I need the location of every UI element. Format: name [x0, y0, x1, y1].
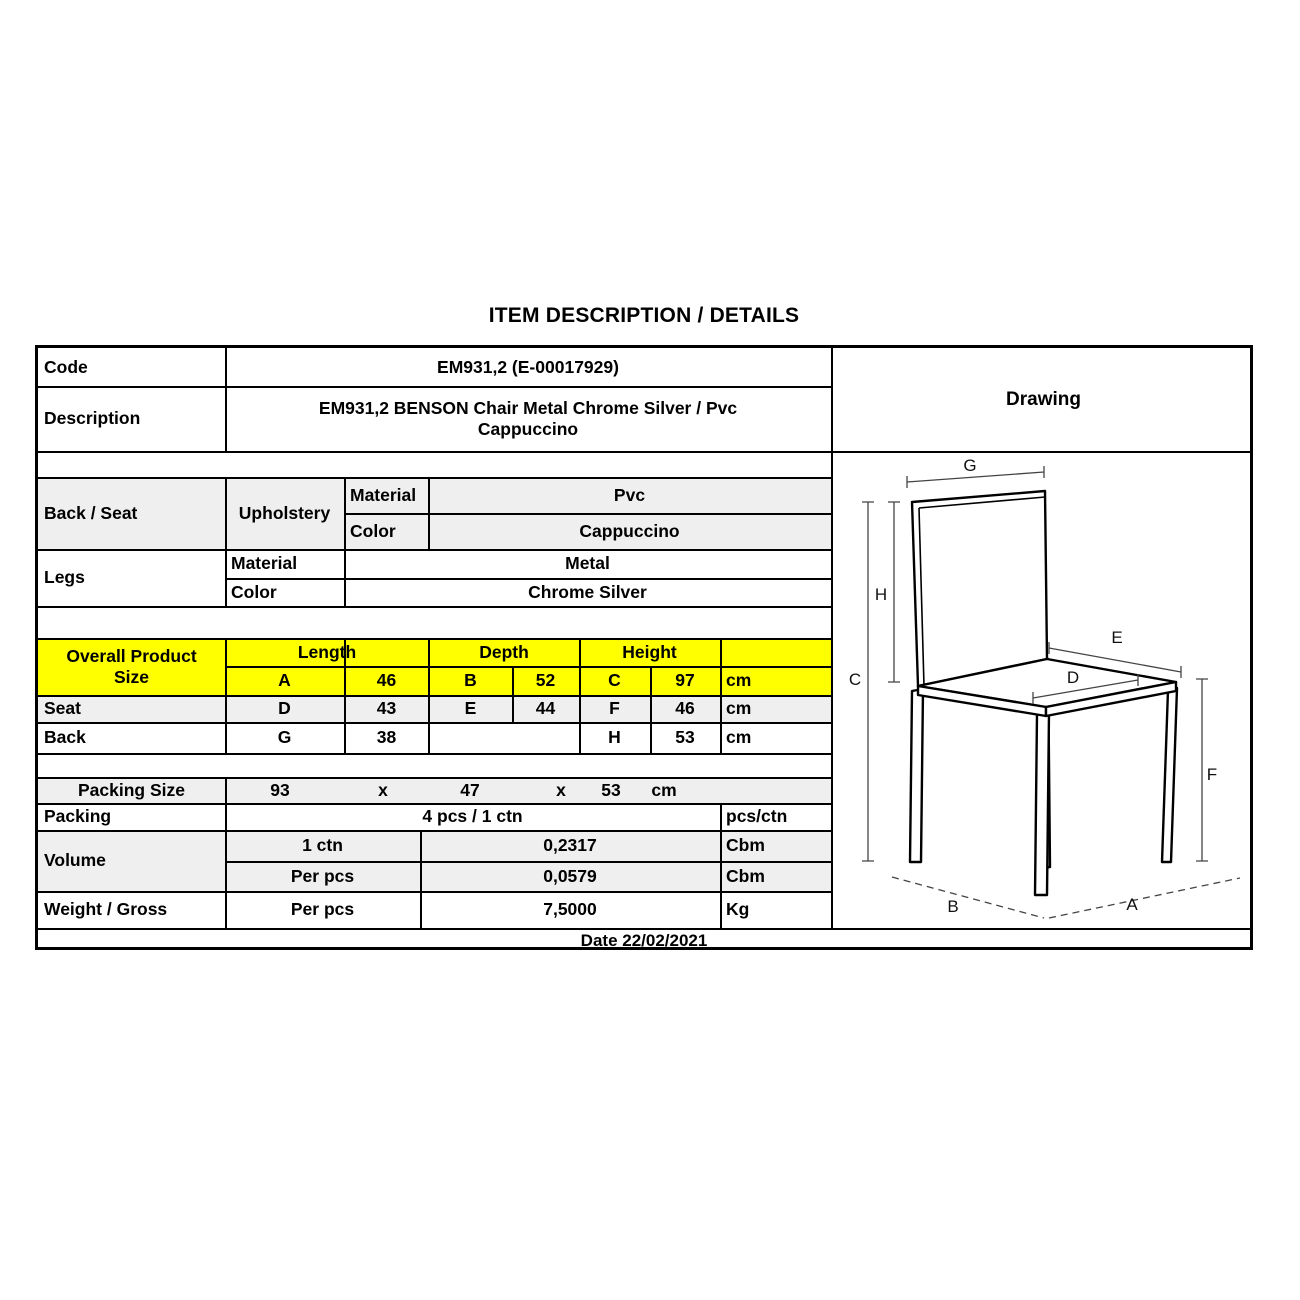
packing-size-unit: cm — [651, 779, 677, 800]
length-header: Length — [297, 641, 357, 662]
seat-length-key: D — [278, 698, 291, 719]
packing-value: 4 pcs / 1 ctn — [422, 806, 523, 827]
packing-size-dim2: 47 — [460, 779, 480, 800]
weight-qty: Per pcs — [290, 899, 355, 920]
item-description-table — [35, 345, 1253, 950]
dim-label-e: E — [1111, 628, 1123, 647]
weight-unit: Kg — [726, 899, 750, 920]
overall-height-key: C — [608, 670, 621, 691]
code-value: EM931,2 (E-00017929) — [437, 356, 619, 377]
legs-material-label: Material — [231, 553, 298, 574]
back-seat-color-value: Cappuccino — [579, 520, 680, 541]
back-height-value: 53 — [675, 727, 695, 748]
seat-depth-value: 44 — [535, 698, 556, 719]
seat-height-key: F — [609, 698, 620, 719]
dim-label-a: A — [1126, 895, 1138, 914]
volume-ctn-value: 0,2317 — [543, 835, 597, 856]
dim-label-h: H — [874, 585, 888, 604]
depth-header: Depth — [479, 641, 529, 662]
size-corner-line1: Overall Product — [66, 646, 197, 667]
page-title: ITEM DESCRIPTION / DETAILS — [488, 304, 800, 327]
back-seat-material-value: Pvc — [613, 484, 646, 505]
dim-line-c — [862, 502, 874, 861]
upholstery-label: Upholstery — [238, 502, 331, 523]
packing-size-sep1: x — [378, 779, 388, 800]
volume-ctn-unit: Cbm — [726, 835, 765, 856]
back-row-label: Back — [44, 727, 86, 748]
chair-frame — [910, 491, 1177, 895]
dim-line-b — [892, 877, 1044, 918]
overall-depth-key: B — [464, 670, 477, 691]
back-unit: cm — [726, 727, 752, 748]
volume-pcs-value: 0,0579 — [543, 865, 597, 886]
drawing-header: Drawing — [1006, 388, 1081, 410]
seat-length-value: 43 — [376, 698, 397, 719]
volume-label: Volume — [44, 850, 106, 871]
size-corner-line2: Size — [113, 666, 150, 687]
back-length-key: G — [277, 727, 292, 748]
overall-length-value: 46 — [376, 670, 397, 691]
code-label: Code — [44, 356, 88, 377]
weight-value: 7,5000 — [543, 899, 597, 920]
packing-size-dim1: 93 — [270, 779, 290, 800]
date-row: Date 22/02/2021 — [580, 930, 708, 950]
packing-label: Packing — [44, 806, 112, 827]
description-value: EM931,2 BENSON Chair Metal Chrome Silver / Pvc Cappuccino — [318, 398, 738, 439]
legs-material-value: Metal — [565, 553, 610, 574]
overall-unit: cm — [726, 670, 752, 691]
legs-label: Legs — [44, 567, 85, 588]
packing-size-label: Packing Size — [78, 779, 185, 800]
dim-label-b: B — [947, 897, 959, 916]
grid-line — [38, 606, 831, 608]
chair-right-leg — [1162, 688, 1177, 862]
dim-line-a — [1049, 878, 1240, 918]
back-height-key: H — [608, 727, 621, 748]
height-header: Height — [622, 641, 677, 662]
overall-height-value: 97 — [675, 670, 695, 691]
chair-backrest — [912, 491, 1047, 686]
back-seat-label: Back / Seat — [44, 502, 138, 523]
volume-pcs-unit: Cbm — [726, 865, 765, 886]
description-label: Description — [44, 408, 141, 429]
seat-depth-key: E — [464, 698, 477, 719]
seat-unit: cm — [726, 698, 752, 719]
packing-unit: pcs/ctn — [726, 806, 788, 827]
legs-color-label: Color — [231, 581, 277, 602]
grid-line — [38, 753, 831, 755]
seat-row-label: Seat — [44, 698, 81, 719]
dim-line-h — [888, 502, 900, 682]
chair-line-drawing — [831, 451, 1250, 928]
dim-label-f: F — [1206, 765, 1218, 784]
overall-depth-value: 52 — [535, 670, 556, 691]
chair-left-leg — [910, 689, 923, 862]
back-length-value: 38 — [376, 727, 397, 748]
dim-label-d: D — [1066, 668, 1080, 687]
seat-height-value: 46 — [675, 698, 695, 719]
chair-front-leg — [1035, 712, 1049, 895]
weight-label: Weight / Gross — [44, 899, 168, 920]
dim-label-c: C — [848, 670, 862, 689]
packing-size-dim3: 53 — [601, 779, 621, 800]
size-corner-label — [38, 638, 225, 695]
back-seat-material-label: Material — [350, 484, 417, 505]
dim-label-g: G — [963, 456, 977, 475]
volume-pcs-qty: Per pcs — [290, 865, 355, 886]
overall-length-key: A — [278, 670, 291, 691]
back-seat-color-label: Color — [350, 520, 396, 541]
packing-size-sep2: x — [556, 779, 566, 800]
volume-ctn-qty: 1 ctn — [302, 835, 343, 856]
legs-color-value: Chrome Silver — [528, 581, 647, 602]
